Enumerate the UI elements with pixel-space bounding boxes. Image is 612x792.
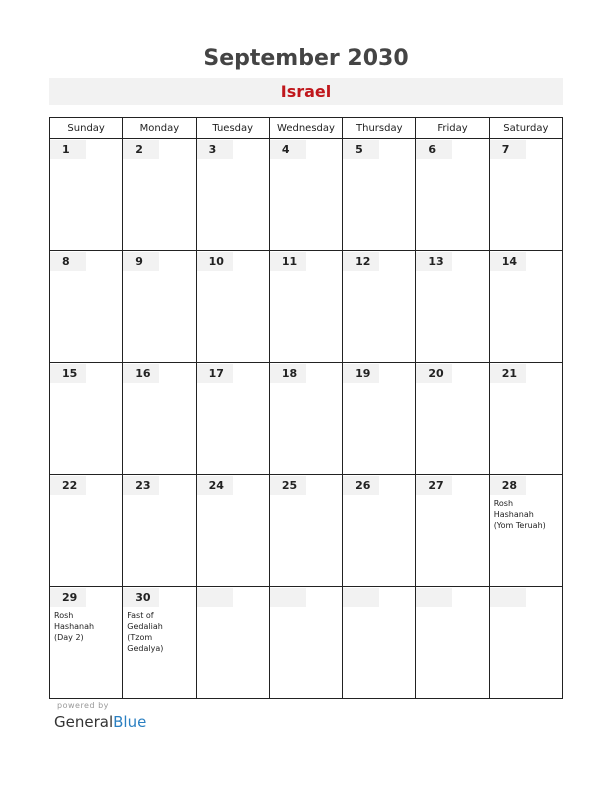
country-label: Israel bbox=[49, 78, 563, 105]
day-cell bbox=[489, 363, 562, 475]
calendar-grid bbox=[49, 117, 563, 699]
day-number: 2 bbox=[123, 140, 159, 159]
day-number: 21 bbox=[490, 364, 526, 383]
day-number: 15 bbox=[50, 364, 86, 383]
week-row bbox=[50, 251, 563, 363]
day-number: 13 bbox=[416, 252, 452, 271]
week-row bbox=[50, 475, 563, 587]
day-cell bbox=[196, 587, 269, 699]
day-number: 4 bbox=[270, 140, 306, 159]
day-number: 25 bbox=[270, 476, 306, 495]
day-cell bbox=[269, 363, 342, 475]
day-number: 10 bbox=[197, 252, 233, 271]
day-cell bbox=[416, 363, 489, 475]
day-cell bbox=[416, 139, 489, 251]
day-cell bbox=[269, 475, 342, 587]
day-cell bbox=[50, 139, 123, 251]
day-number: 9 bbox=[123, 252, 159, 271]
weekday-header: Monday bbox=[123, 118, 196, 139]
week-row bbox=[50, 363, 563, 475]
day-cell bbox=[489, 587, 562, 699]
day-cell bbox=[343, 475, 416, 587]
day-number: 28 bbox=[490, 476, 526, 495]
day-cell bbox=[343, 587, 416, 699]
week-row bbox=[50, 139, 563, 251]
weekday-header: Tuesday bbox=[196, 118, 269, 139]
day-cell bbox=[123, 139, 196, 251]
calendar-title: September 2030 bbox=[203, 46, 409, 71]
day-number: 18 bbox=[270, 364, 306, 383]
day-cell bbox=[269, 139, 342, 251]
day-cell bbox=[50, 363, 123, 475]
day-number: 17 bbox=[197, 364, 233, 383]
day-number: 22 bbox=[50, 476, 86, 495]
day-number bbox=[270, 588, 306, 607]
day-number: 23 bbox=[123, 476, 159, 495]
weekday-header: Sunday bbox=[50, 118, 123, 139]
day-number: 16 bbox=[123, 364, 159, 383]
day-number: 8 bbox=[50, 252, 86, 271]
day-cell bbox=[416, 475, 489, 587]
day-number: 24 bbox=[197, 476, 233, 495]
day-cell bbox=[123, 587, 196, 699]
day-cell bbox=[343, 363, 416, 475]
day-cell bbox=[196, 363, 269, 475]
day-number bbox=[416, 588, 452, 607]
brand-general: General bbox=[54, 713, 114, 731]
day-number bbox=[197, 588, 233, 607]
day-cell bbox=[489, 251, 562, 363]
brand-blue: Blue bbox=[113, 713, 147, 731]
day-cell bbox=[196, 475, 269, 587]
day-cell bbox=[269, 587, 342, 699]
brand-logo[interactable] bbox=[54, 713, 146, 731]
day-number: 7 bbox=[490, 140, 526, 159]
week-row bbox=[50, 587, 563, 699]
day-cell bbox=[416, 251, 489, 363]
day-cell bbox=[489, 139, 562, 251]
day-cell bbox=[343, 251, 416, 363]
holiday-label: Fast of Gedaliah (Tzom Gedalya) bbox=[127, 611, 164, 653]
day-number: 19 bbox=[343, 364, 379, 383]
day-cell bbox=[123, 251, 196, 363]
day-cell bbox=[50, 475, 123, 587]
day-cell bbox=[123, 363, 196, 475]
weekday-header: Wednesday bbox=[269, 118, 342, 139]
day-number: 12 bbox=[343, 252, 379, 271]
weekday-header: Saturday bbox=[489, 118, 562, 139]
day-cell bbox=[269, 251, 342, 363]
day-number: 14 bbox=[490, 252, 526, 271]
day-number: 20 bbox=[416, 364, 452, 383]
day-number: 27 bbox=[416, 476, 452, 495]
day-number: 29 bbox=[50, 588, 86, 607]
weekday-header-row bbox=[50, 118, 563, 139]
day-number: 6 bbox=[416, 140, 452, 159]
holiday-label: Rosh Hashanah (Yom Teruah) bbox=[493, 499, 546, 530]
day-cell bbox=[50, 251, 123, 363]
powered-by-label: powered by bbox=[57, 701, 109, 710]
day-number: 30 bbox=[123, 588, 159, 607]
day-number: 5 bbox=[343, 140, 379, 159]
day-number: 3 bbox=[197, 140, 233, 159]
day-cell bbox=[489, 475, 562, 587]
weekday-header: Friday bbox=[416, 118, 489, 139]
day-cell bbox=[123, 475, 196, 587]
day-cell bbox=[196, 139, 269, 251]
day-cell bbox=[50, 587, 123, 699]
weekday-header: Thursday bbox=[343, 118, 416, 139]
day-number: 11 bbox=[270, 252, 306, 271]
day-number: 26 bbox=[343, 476, 379, 495]
day-cell bbox=[343, 139, 416, 251]
day-cell bbox=[416, 587, 489, 699]
holiday-label: Rosh Hashanah (Day 2) bbox=[54, 611, 95, 642]
day-cell bbox=[196, 251, 269, 363]
day-number bbox=[490, 588, 526, 607]
day-number bbox=[343, 588, 379, 607]
day-number: 1 bbox=[50, 140, 86, 159]
